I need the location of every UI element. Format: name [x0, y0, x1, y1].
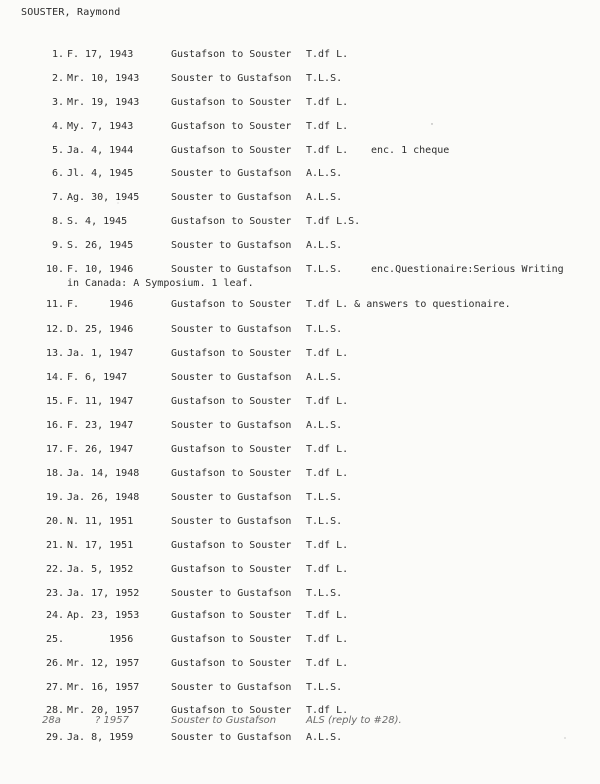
entry-direction: Souster to Gustafson	[171, 240, 292, 251]
entry-direction: Gustafson to Souster	[171, 299, 292, 310]
entry-number: 4.	[51, 121, 64, 132]
entry-type: T.df L.	[306, 610, 349, 621]
entry-direction: Souster to Gustafson	[171, 168, 292, 179]
entry-continuation: in Canada: A Symposium. 1 leaf.	[67, 278, 254, 289]
entry-number: 13.	[45, 348, 64, 359]
entry-type: T.df L.	[306, 348, 349, 359]
entry-date: N. 11, 1951	[67, 516, 134, 527]
entry-number: 24.	[45, 610, 64, 621]
entry-number: 29.	[45, 732, 64, 743]
entry-number: 3.	[51, 97, 64, 108]
entry-date: Mr. 16, 1957	[67, 682, 140, 693]
entry-date: Ag. 30, 1945	[67, 192, 140, 203]
entry-date: My. 7, 1943	[67, 121, 134, 132]
entry-type: T.df L.	[306, 540, 349, 551]
entry-number: 21.	[45, 540, 64, 551]
entry-type: T.df L.	[306, 705, 349, 716]
entry-direction: Souster to Gustafson	[171, 264, 292, 275]
entry-type: T.L.S.	[306, 516, 343, 527]
entry-date: S. 4, 1945	[67, 216, 128, 227]
entry-number: 15.	[45, 396, 64, 407]
entry-type: T.df L.	[306, 658, 349, 669]
entry-number: 18.	[45, 468, 64, 479]
entry-number: 5.	[51, 145, 64, 156]
entry-date: Mr. 19, 1943	[67, 97, 140, 108]
entry-number: 25.	[45, 634, 64, 645]
entry-date: F. 17, 1943	[67, 49, 134, 60]
entry-type: T.df L.	[306, 121, 349, 132]
entry-number: 19.	[45, 492, 64, 503]
entry-number: 27.	[45, 682, 64, 693]
entry-direction: Souster to Gustafson	[171, 516, 292, 527]
entry-type: T.df L.	[306, 49, 349, 60]
entry-number: 22.	[45, 564, 64, 575]
entry-number: 14.	[45, 372, 64, 383]
entry-direction: Gustafson to Souster	[171, 121, 292, 132]
entry-date: Ja. 5, 1952	[67, 564, 134, 575]
entry-date: S. 26, 1945	[67, 240, 134, 251]
entry-number: 16.	[45, 420, 64, 431]
entry-type: T.df L.	[306, 564, 349, 575]
handwritten-number: 28a	[42, 715, 61, 726]
entry-type: T.df L.	[306, 444, 349, 455]
entry-direction: Gustafson to Souster	[171, 216, 292, 227]
entry-date: Ja. 8, 1959	[67, 732, 134, 743]
entry-direction: Souster to Gustafson	[171, 324, 292, 335]
entry-date: F. 1946	[67, 299, 134, 310]
entry-date: F. 26, 1947	[67, 444, 134, 455]
entry-number: 28.	[45, 705, 64, 716]
entry-type: T.df L.S.	[306, 216, 361, 227]
entry-type: A.L.S.	[306, 168, 343, 179]
handwritten-date: ? 1957	[95, 715, 129, 726]
entry-type: A.L.S.	[306, 420, 343, 431]
entry-number: 8.	[51, 216, 64, 227]
entry-number: 7.	[51, 192, 64, 203]
entry-type: T.L.S.	[306, 264, 343, 275]
entry-direction: Souster to Gustafson	[171, 73, 292, 84]
entry-type: T.df L.	[306, 97, 349, 108]
entry-type: T.L.S.	[306, 73, 343, 84]
entry-number: 10.	[45, 264, 64, 275]
entry-note: enc. 1 cheque	[371, 145, 450, 156]
entry-type: T.L.S.	[306, 492, 343, 503]
entry-number: 26.	[45, 658, 64, 669]
entry-direction: Gustafson to Souster	[171, 610, 292, 621]
entry-direction: Gustafson to Souster	[171, 348, 292, 359]
entry-direction: Gustafson to Souster	[171, 564, 292, 575]
entry-date: F. 11, 1947	[67, 396, 134, 407]
entry-number: 11.	[45, 299, 64, 310]
handwritten-direction: Souster to Gustafson	[171, 715, 277, 726]
entry-date: Ja. 4, 1944	[67, 145, 134, 156]
entry-type: T.df L. & answers to questionaire.	[306, 299, 511, 310]
entry-number: 9.	[51, 240, 64, 251]
entry-type: T.df L.	[306, 396, 349, 407]
entry-number: 1.	[51, 49, 64, 60]
entry-note: enc.Questionaire:Serious Writing	[371, 264, 564, 275]
entry-direction: Gustafson to Souster	[171, 468, 292, 479]
entry-direction: Gustafson to Souster	[171, 540, 292, 551]
entry-direction: Souster to Gustafson	[171, 420, 292, 431]
entry-date: Ja. 1, 1947	[67, 348, 134, 359]
entry-number: 6.	[51, 168, 64, 179]
entry-direction: Gustafson to Souster	[171, 705, 292, 716]
entry-direction: Gustafson to Souster	[171, 49, 292, 60]
entry-date: D. 25, 1946	[67, 324, 134, 335]
entry-direction: Gustafson to Souster	[171, 396, 292, 407]
entry-direction: Souster to Gustafson	[171, 588, 292, 599]
entry-number: 2.	[51, 73, 64, 84]
entry-direction: Gustafson to Souster	[171, 145, 292, 156]
page-heading: SOUSTER, Raymond	[21, 7, 121, 18]
entry-number: 17.	[45, 444, 64, 455]
entry-type: A.L.S.	[306, 732, 343, 743]
entry-date: Mr. 10, 1943	[67, 73, 140, 84]
entry-date: F. 6, 1947	[67, 372, 128, 383]
entry-type: T.df L.	[306, 468, 349, 479]
entry-date: Ja. 26, 1948	[67, 492, 140, 503]
entry-date: 1956	[67, 634, 134, 645]
entry-number: 23.	[45, 588, 64, 599]
entry-date: Ja. 14, 1948	[67, 468, 140, 479]
entry-date: F. 10, 1946	[67, 264, 134, 275]
entry-date: Mr. 20, 1957	[67, 705, 140, 716]
entry-direction: Souster to Gustafson	[171, 732, 292, 743]
entry-number: 20.	[45, 516, 64, 527]
entry-number: 12.	[45, 324, 64, 335]
entry-type: T.L.S.	[306, 588, 343, 599]
entry-type: T.L.S.	[306, 324, 343, 335]
entry-direction: Gustafson to Souster	[171, 658, 292, 669]
entry-direction: Gustafson to Souster	[171, 97, 292, 108]
entry-direction: Souster to Gustafson	[171, 192, 292, 203]
entry-direction: Gustafson to Souster	[171, 444, 292, 455]
entry-date: Mr. 12, 1957	[67, 658, 140, 669]
entry-type: A.L.S.	[306, 372, 343, 383]
entry-type: T.L.S.	[306, 682, 343, 693]
entry-type: T.df L.	[306, 145, 349, 156]
entry-direction: Gustafson to Souster	[171, 634, 292, 645]
entry-date: N. 17, 1951	[67, 540, 134, 551]
entry-direction: Souster to Gustafson	[171, 682, 292, 693]
entry-date: F. 23, 1947	[67, 420, 134, 431]
entry-type: A.L.S.	[306, 240, 343, 251]
handwritten-type: ALS (reply to #28).	[306, 715, 402, 726]
entry-date: Ja. 17, 1952	[67, 588, 140, 599]
entry-direction: Souster to Gustafson	[171, 372, 292, 383]
entry-date: Jl. 4, 1945	[67, 168, 134, 179]
entry-date: Ap. 23, 1953	[67, 610, 140, 621]
entry-type: T.df L.	[306, 634, 349, 645]
entry-type: A.L.S.	[306, 192, 343, 203]
entry-direction: Souster to Gustafson	[171, 492, 292, 503]
